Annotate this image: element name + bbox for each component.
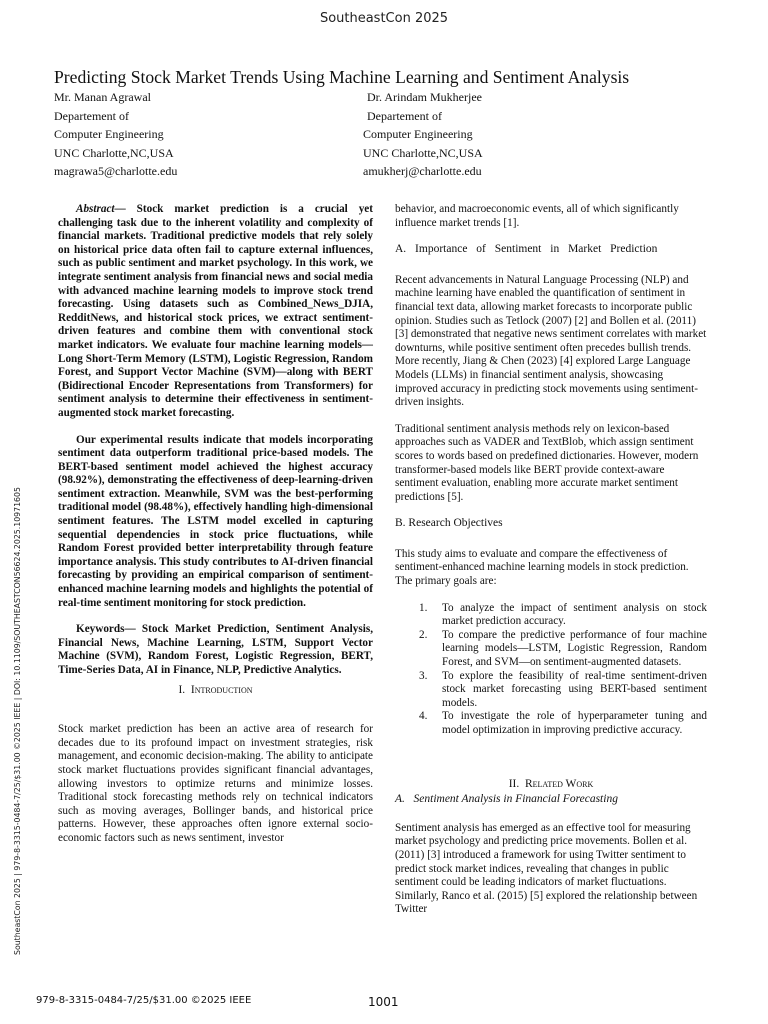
introduction-paragraph: Stock market prediction has been an active area of research for decades due to its profound impact on investment strategies, risk management, and economic decision-making. The ability to anticipate stock market fluctuations provides significant financial advantages, allowing investors to optimize returns and minimize losses. Traditional stock forecasting methods rely on technical indicators such as moving averages, Bollinger bands, and historical price patterns. However, these approaches often ignore external socio-economic factors such as news sentiment, investor (58, 723, 373, 844)
author-dept-2: Computer Engineering (363, 127, 473, 142)
abstract-text: — Stock market prediction is a crucial yet challenging task due to the inherent volatility and complexity of financial markets. Traditional predictive models that rely solely on historical price data often fail to capture external influences, such as public sentiment and market psychology. In this work, we integrate sentiment analysis from financial news and social media with advanced machine learning models to improve stock trend forecasting. Using datasets such as Combined_News_DJIA, RedditNews, and historical stock prices, we extract sentiment-driven features and combine them with conventional stock market indicators. We evaluate four machine learning models—Long Short-Term Memory (LSTM), Logistic Regression, Random Forest, and Support Vector Machine (SVM)—along with BERT (Bidirectional Encoder Representations from Transformers) for sentiment analysis to determine their effectiveness in sentiment-augmented stock market forecasting. (58, 203, 373, 419)
list-number: 3. (419, 669, 428, 682)
author-dept: Departement of (367, 108, 442, 123)
keywords-text: — Stock Market Prediction, Sentiment Analysis, Financial News, Machine Learning, LSTM, Support Vector Machine (SVM), Random Forest, Logistic Regression, BERT, Time-Series Data, AI in Finance, NLP, Predictive Analytics. (58, 623, 373, 676)
author-location: UNC Charlotte,NC,USA (363, 145, 483, 160)
author-name: Mr. Manan Agrawal (54, 90, 151, 104)
sentiment-methods-paragraph: Traditional sentiment analysis methods rely on lexicon-based approaches such as VADER and TextBlob, which assign sentiment scores to words based on predefined dictionaries. However, modern transformer-based models like BERT provide context-aware sentiment evaluation, enabling more accurate market sentiment predictions [5]. (395, 422, 699, 503)
list-item-text: To analyze the impact of sentiment analysis on stock market prediction accuracy. (442, 601, 707, 628)
page-number: 1001 (368, 995, 399, 1009)
list-item (395, 602, 707, 629)
list-item-text: To investigate the role of hyperparameter tuning and model optimization in improving predictive accuracy. (442, 710, 707, 736)
footer-copyright: 979-8-3315-0484-7/25/$31.00 ©2025 IEEE (36, 995, 252, 1006)
list-number: 2. (419, 628, 428, 641)
author-block-2 (363, 88, 483, 181)
list-number: 1. (419, 601, 428, 614)
author-location: UNC Charlotte,NC,USA (54, 145, 174, 160)
section-heading-related-work (395, 778, 707, 792)
author-dept: Departement of (54, 108, 129, 123)
left-column (58, 203, 373, 846)
section-title: Related Work (524, 777, 594, 790)
section-heading-introduction (58, 684, 373, 698)
sentiment-paragraph: Recent advancements in Natural Language Processing (NLP) and machine learning have enabled the quantification of sentiment in financial text data, allowing market forecasts to incorporate public opinion. Studies such as Tetlock (2007) [2] and Bollen et al. (2011) [3] demonstrated that negative news sentiment correlates with market downturns, while positive sentiment often precedes bullish trends. More recently, Jiang & Chen (2023) [4] explored Large Language Models (LLMs) in financial sentiment analysis, showcasing improved accuracy in predicting stock movements using sentiment-driven insights. (395, 273, 707, 409)
goals-list (395, 602, 707, 738)
objectives-paragraph: This study aims to evaluate and compare the effectiveness of sentiment-enhanced machine learning models in stock prediction. The primary goals are: (395, 547, 689, 588)
list-item-text: To compare the predictive performance of four machine learning models—LSTM, Logistic Regression, Random Forest, and SVM—on sentiment-augmented datasets. (442, 628, 707, 669)
abstract-paragraph (58, 203, 373, 421)
subsection-heading-financial-forecasting: A. Sentiment Analysis in Financial Forecasting (395, 793, 618, 806)
list-item-text: To explore the feasibility of real-time sentiment-driven stock market forecasting using BERT-based sentiment models. (442, 669, 707, 709)
paper-title: Predicting Stock Market Trends Using Machine Learning and Sentiment Analysis (54, 67, 630, 87)
list-item (395, 710, 707, 737)
author-name: Dr. Arindam Mukherjee (367, 90, 482, 104)
subsection-heading-sentiment-importance: A. Importance of Sentiment in Market Prediction (395, 243, 658, 256)
abstract-results-paragraph: Our experimental results indicate that models incorporating sentiment data outperform traditional price-based models. The BERT-based sentiment model achieved the highest accuracy (98.92%), demonstrating the effectiveness of deep-learning-driven sentiment extraction. Meanwhile, SVM was the best-performing traditional model (98.48%), effectively handling high-dimensional sentiment features. The LSTM model excelled in capturing sequential dependencies in stock price fluctuations, while Random Forest provided better interpretability through feature importance analysis. This study contributes to AI-driven financial forecasting by providing an empirical comparison of sentiment-enhanced machine learning models and highlights the potential of real-time sentiment monitoring for stock prediction. (58, 433, 373, 609)
author-dept-2: Computer Engineering (54, 127, 164, 142)
list-number: 4. (419, 710, 428, 723)
section-title: Introduction (190, 683, 253, 696)
related-work-paragraph: Sentiment analysis has emerged as an effective tool for measuring market psychology and predicting price movements. Bollen et al. (2011) [3] introduced a framework for using Twitter sentiment to predict stock market indices, revealing that changes in public sentiment could be leading indicators of market fluctuations. Similarly, Ranco et al. (2015) [5] explored the relationship between Twitter (395, 821, 698, 916)
author-block-1 (54, 88, 177, 181)
right-column (395, 203, 707, 917)
list-item (395, 629, 707, 670)
section-number: II. (508, 777, 520, 790)
list-item (395, 670, 707, 711)
keywords-label: Keywords (76, 623, 125, 636)
introduction-continuation: behavior, and macroeconomic events, all of which significantly influence market trends [1]. (395, 203, 679, 229)
keywords-paragraph (58, 623, 373, 677)
author-email[interactable]: magrawa5@charlotte.edu (54, 164, 178, 179)
side-doi-stamp: SoutheastCon 2025 | 979-8-3315-0484-7/25/$31.00 ©2025 IEEE | DOI: 10.1109/SOUTHEASTCON56624.2025.10971605 (13, 487, 22, 955)
author-email[interactable]: amukherj@charlotte.edu (363, 164, 482, 179)
abstract-label: Abstract (76, 203, 115, 215)
subsection-heading-objectives: B. Research Objectives (395, 517, 503, 530)
conference-header: SoutheastCon 2025 (319, 11, 449, 26)
section-number: I. (178, 683, 186, 696)
